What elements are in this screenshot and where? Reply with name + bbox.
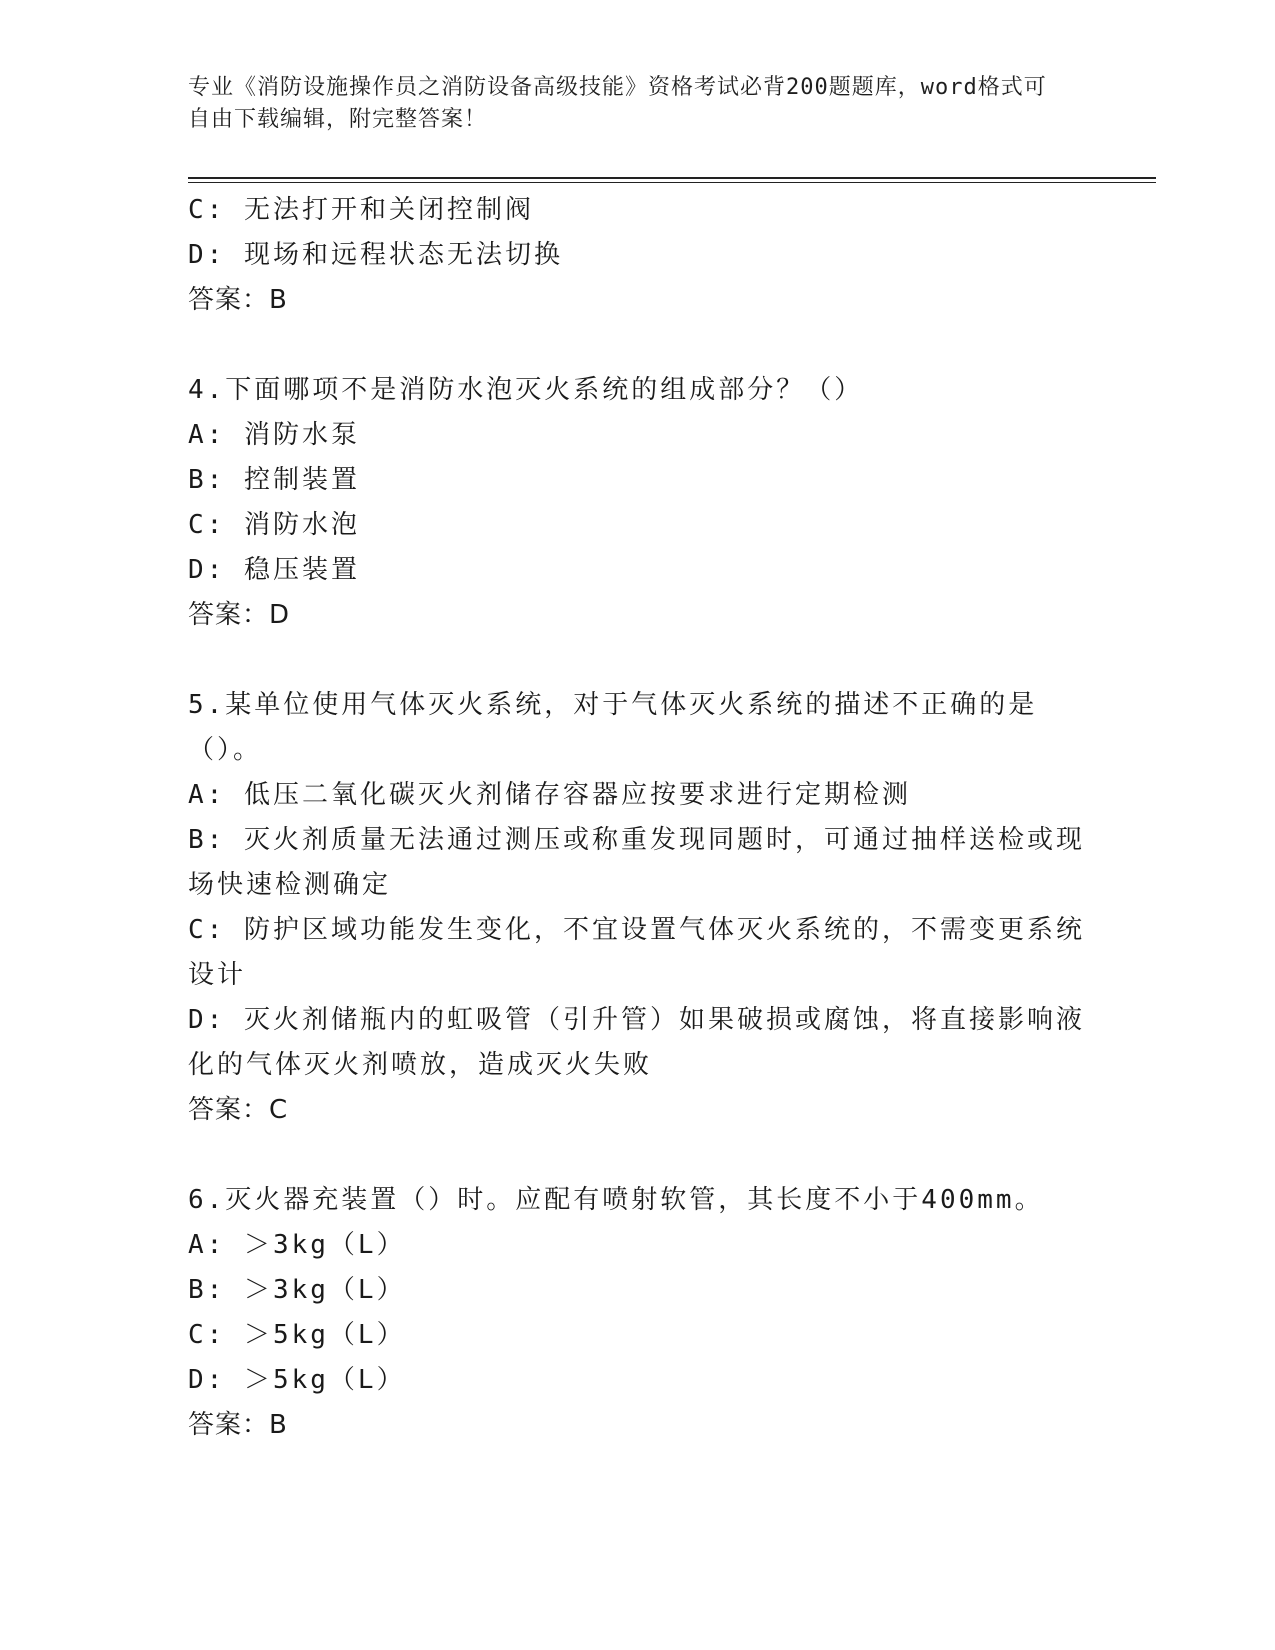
spacer <box>188 638 1088 683</box>
question-6-block <box>188 1178 1088 1448</box>
question-content <box>188 188 1088 1448</box>
option-a: A: ＞3kg（L） <box>188 1230 406 1260</box>
page-header: 专业《消防设施操作员之消防设备高级技能》资格考试必背200题题库，word格式可自由下载编辑，附完整答案！ <box>188 75 1047 132</box>
option-c: C: 无法打开和关闭控制阀 <box>188 195 534 225</box>
answer-line: 答案：B <box>188 1410 288 1440</box>
question-4-block <box>188 368 1088 638</box>
option-c: C: 消防水泡 <box>188 510 360 540</box>
option-d: D: 灭火剂储瓶内的虹吸管（引升管）如果破损或腐蚀，将直接影响液化的气体灭火剂喷放，造成灭火失败 <box>188 1005 1085 1080</box>
prev-question-block <box>188 188 1088 323</box>
answer-line: 答案：C <box>188 1095 289 1125</box>
option-d: D: 现场和远程状态无法切换 <box>188 240 563 270</box>
option-c: C: 防护区域功能发生变化，不宜设置气体灭火系统的，不需变更系统设计 <box>188 915 1085 990</box>
spacer <box>188 1133 1088 1178</box>
option-b: B: ＞3kg（L） <box>188 1275 406 1305</box>
option-a: A: 消防水泵 <box>188 420 360 450</box>
answer-line: 答案：B <box>188 285 288 315</box>
option-b: B: 灭火剂质量无法通过测压或称重发现同题时，可通过抽样送检或现场快速检测确定 <box>188 825 1085 900</box>
question-5-block <box>188 683 1088 1133</box>
question-text: 6.灭火器充装置（）时。应配有喷射软管，其长度不小于400mm。 <box>188 1185 1044 1215</box>
header-divider-thick <box>188 177 1156 179</box>
option-a: A: 低压二氧化碳灭火剂储存容器应按要求进行定期检测 <box>188 780 911 810</box>
option-b: B: 控制装置 <box>188 465 360 495</box>
question-text: 4.下面哪项不是消防水泡灭火系统的组成部分？（） <box>188 375 864 405</box>
spacer <box>188 323 1088 368</box>
option-d: D: ＞5kg（L） <box>188 1365 406 1395</box>
question-text: 5.某单位使用气体灭火系统，对于气体灭火系统的描述不正确的是（）。 <box>188 690 1038 765</box>
answer-line: 答案：D <box>188 600 291 630</box>
option-c: C: ＞5kg（L） <box>188 1320 406 1350</box>
header-divider-thin <box>188 182 1156 183</box>
option-d: D: 稳压装置 <box>188 555 360 585</box>
